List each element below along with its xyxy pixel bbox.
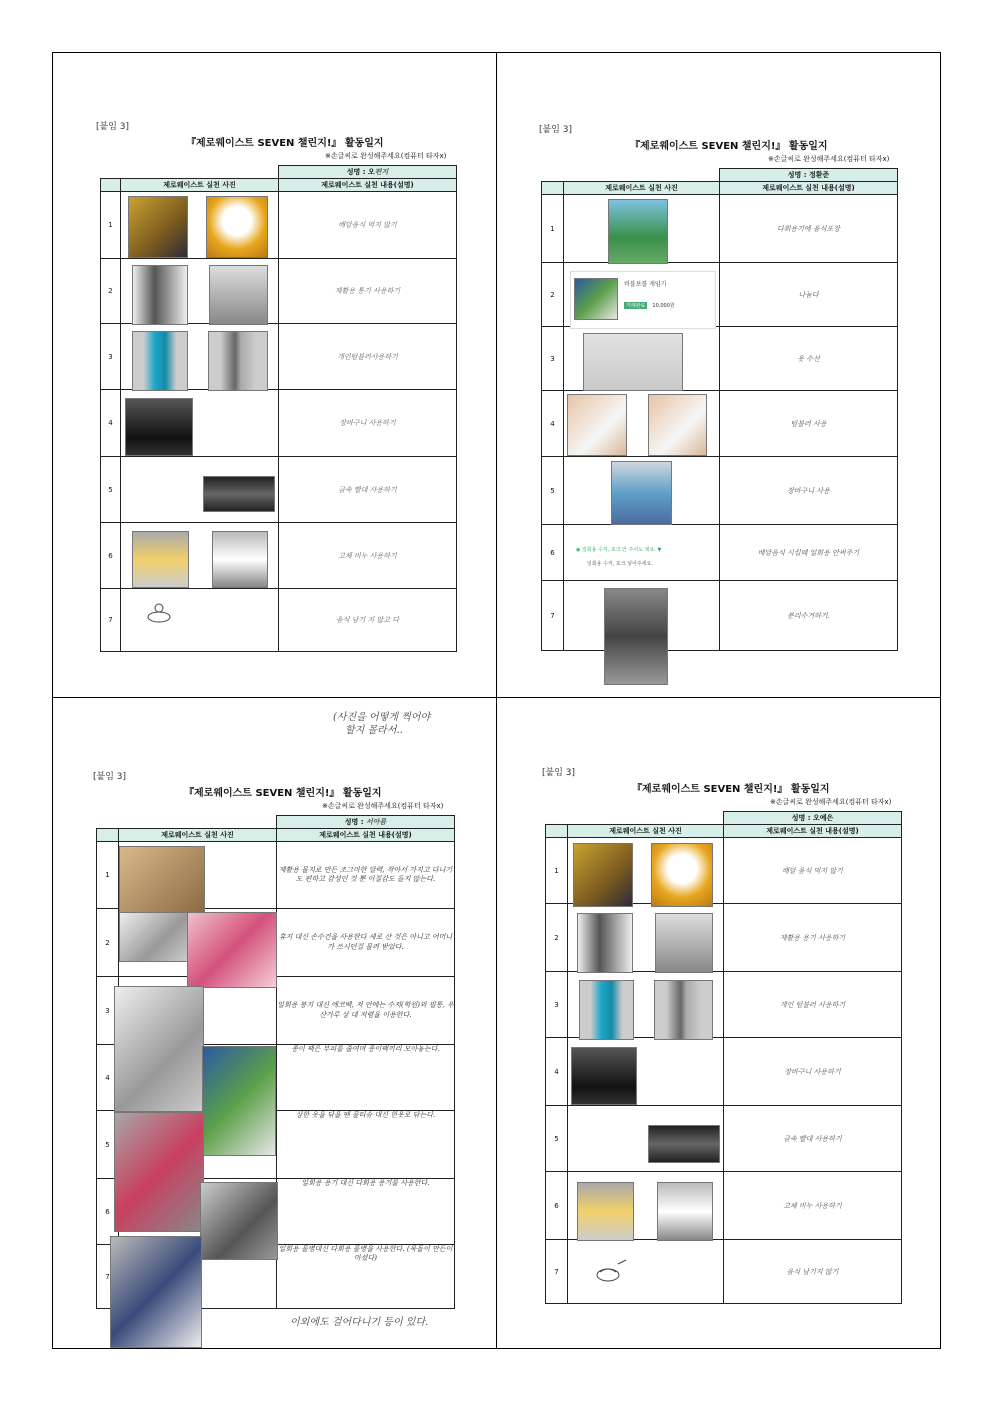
child-drinking-photo-1 [567, 394, 627, 456]
blue-tumbler-photo [132, 331, 188, 391]
steel-tumbler-photo [208, 331, 268, 391]
row-description: 배달 음식 먹지 않기 [724, 838, 902, 904]
row-number: 6 [101, 523, 121, 589]
steel-tumbler-photo [654, 980, 713, 1040]
row-number: 4 [97, 1045, 119, 1111]
row-description: 장바구니 사용하기 [724, 1038, 902, 1106]
dish-rack-photo [655, 913, 713, 973]
row-description: 개인텀블러사용하기 [279, 324, 457, 390]
row-description: 분리수거하기. [720, 581, 898, 651]
desc-column-header: 제로웨이스트 실천 내용(설명) [279, 179, 457, 192]
row-description: 고체 비누 사용하기 [724, 1172, 902, 1240]
name-scribble: 편지 [374, 167, 389, 176]
hand-photo [119, 912, 189, 962]
handwriting-note: ※손글씨로 완성해주세요(컴퓨터 타자x) [770, 798, 892, 806]
photo-column-header: 제로웨이스트 실천 사진 [568, 825, 724, 838]
row-number: 6 [546, 1172, 568, 1240]
rag-photo [114, 1112, 204, 1232]
shopping-bag-photo [125, 398, 193, 456]
name-label: 성명 : 오예은 [724, 812, 902, 825]
row-number: 1 [101, 192, 121, 259]
listing-title: 비블보블 게임기 [624, 281, 667, 288]
row-description: 일회용 봉지 대신 에코백, 저 안에는 수저(학원)와 필통, 우산가루 상 대 저렴을 이용한다. [277, 977, 455, 1045]
row-description: 재활용 용기 사용하기 [724, 904, 902, 972]
eco-bag-photo [114, 986, 204, 1112]
name-label: 성명 : 오 [346, 168, 375, 176]
row-number: 2 [546, 904, 568, 972]
top-scribble-1: (사진을 어떻게 찍어야 [333, 712, 431, 723]
row-number: 6 [542, 525, 564, 581]
row-description: 재활용 물지로 만든 조그마한 달력, 작아서 가지고 다니기도 편하고 감성인 것 뿐 이질감도 들지 않는다. [277, 842, 455, 909]
sheet-title: 『제로웨이스트 SEVEN 챌린지!』 활동일지 [186, 138, 384, 149]
row-number: 1 [97, 842, 119, 909]
row-number: 4 [546, 1038, 568, 1106]
sold-chip: 거래완료 [626, 303, 646, 309]
row-description: 금속 빨대 사용하기 [279, 457, 457, 523]
sheet-title: 『제로웨이스트 SEVEN 챌린지!』 활동일지 [632, 784, 830, 795]
metal-straw-photo [203, 476, 275, 512]
row-description: 재활용 통기 사용하기 [279, 259, 457, 324]
recycling-bin-photo [604, 588, 668, 685]
row-description: 장바구니 사용 [720, 457, 898, 525]
vertical-divider [496, 52, 497, 1349]
soap-bar-photo [212, 531, 268, 588]
row-number: 3 [542, 327, 564, 391]
row-description: 배달음식 시킬때 일회용 안써주기 [720, 525, 898, 581]
name-label: 성명 : 정환준 [720, 169, 898, 182]
handkerchief-photo [187, 912, 277, 988]
dish-rack-photo [209, 265, 268, 325]
row-description: 개인 텀블러 사용하기 [724, 972, 902, 1038]
request-option-alt: 일회용 수저, 포크 넣어주세요. [587, 561, 653, 567]
row-number: 7 [101, 589, 121, 652]
delivery-food-photo [573, 843, 633, 907]
desc-column-header: 제로웨이스트 실천 내용(설명) [277, 829, 455, 842]
row-description: 나눔다 [720, 263, 898, 327]
row-description: 휴지 대신 손수건을 사용한다 새로 산 것은 아니고 어머니가 쓰시던걸 물려 받았다. [277, 909, 455, 977]
row-number: 7 [542, 581, 564, 651]
shopping-bag-photo [571, 1047, 637, 1105]
desc-column-header: 제로웨이스트 실천 내용(설명) [724, 825, 902, 838]
container-photo [132, 265, 188, 325]
row-number: 6 [97, 1179, 119, 1245]
sheet-title: 『제로웨이스트 SEVEN 챌린지!』 활동일지 [184, 788, 382, 799]
rice-bowl-doodle [594, 1258, 630, 1286]
recycled-calendar-photo [119, 846, 205, 914]
metal-straw-photo [648, 1125, 720, 1163]
row-number: 5 [101, 457, 121, 523]
desc-column-header: 제로웨이스트 실천 내용(설명) [720, 182, 898, 195]
mended-clothes-photo [583, 333, 683, 391]
soap-bar-photo [657, 1182, 713, 1241]
milk-carton-photo [202, 1046, 276, 1156]
row-description: 옷 수선 [720, 327, 898, 391]
row-description: 일회용 물병대신 다회용 물병을 사용한다. (목돌이 만든이 마셨다) [277, 1245, 455, 1309]
reusable-container-photo [200, 1182, 278, 1260]
row-number: 1 [546, 838, 568, 904]
horizontal-divider [52, 697, 941, 698]
row-number: 5 [542, 457, 564, 525]
photo-column-header: 제로웨이스트 실천 사진 [119, 829, 277, 842]
name-label: 성명 : [344, 818, 366, 826]
selfie-bottle-photo [110, 1236, 202, 1348]
bottom-scribble: 이외에도 걸어다니기 등이 있다. [290, 1317, 429, 1328]
row-number: 2 [101, 259, 121, 324]
row-number: 2 [97, 909, 119, 977]
row-description: 상한 옷을 닦을 땐 물티슈 대신 헌옷로 닦는다. [277, 1111, 455, 1179]
soap-dish-photo [577, 1182, 634, 1241]
top-scribble-2: 할지 몰라서.. [345, 725, 403, 736]
rice-bowl-doodle [145, 601, 173, 625]
row-number: 7 [546, 1240, 568, 1304]
row-number: 7 [97, 1245, 119, 1309]
row-number: 4 [542, 391, 564, 457]
row-number: 5 [97, 1111, 119, 1179]
attachment-label: [붙임 3] [542, 768, 575, 778]
handwriting-note: ※손글씨로 완성해주세요(컴퓨터 타자x) [322, 802, 444, 810]
attachment-label: [붙임 3] [96, 122, 129, 132]
row-number: 3 [101, 324, 121, 390]
container-photo [577, 913, 633, 973]
row-description: 고체 비누 사용하기 [279, 523, 457, 589]
row-description: 배달음식 먹지 않기 [279, 192, 457, 259]
child-food-container-photo [608, 199, 668, 264]
row-description: 텀블러 사용 [720, 391, 898, 457]
listing-price: 10,000원 [652, 303, 675, 309]
row-number: 3 [546, 972, 568, 1038]
soap-dish-photo [132, 531, 189, 588]
sheet-title: 『제로웨이스트 SEVEN 챌린지!』 활동일지 [630, 141, 828, 152]
row-description: 종이 팩은 부피를 줄여며 종이팩끼리 모아놓는다. [277, 1045, 455, 1111]
child-shopping-bag-photo [611, 461, 672, 525]
name-scribble: 서아름 [365, 817, 387, 826]
row-number: 4 [101, 390, 121, 457]
row-number: 2 [542, 263, 564, 327]
secondhand-listing [570, 271, 716, 329]
row-number: 3 [97, 977, 119, 1045]
row-description: 음식 남기 지 않고 다 [279, 589, 457, 652]
child-drinking-photo-2 [648, 394, 707, 456]
request-option-checked: ◉ 일회용 수저, 포크 안 주셔도 돼요. ▼ [576, 547, 662, 553]
photo-column-header: 제로웨이스트 실천 사진 [121, 179, 279, 192]
dessert-photo [651, 843, 713, 907]
row-number: 1 [542, 195, 564, 263]
blue-tumbler-photo [579, 980, 634, 1040]
photo-column-header: 제로웨이스트 실천 사진 [564, 182, 720, 195]
handwriting-note: ※손글씨로 완성해주세요(컴퓨터 타자x) [325, 152, 447, 160]
row-description: 금속 빨대 사용하기 [724, 1106, 902, 1172]
game-console-photo [574, 278, 618, 320]
row-description: 다회용기에 음식포장 [720, 195, 898, 263]
attachment-label: [붙임 3] [93, 772, 126, 782]
row-description: 장바구니 사용하기 [279, 390, 457, 457]
handwriting-note: ※손글씨로 완성해주세요(컴퓨터 타자x) [768, 155, 890, 163]
row-description: 음식 남기지 않기 [724, 1240, 902, 1304]
dessert-photo [206, 196, 268, 258]
delivery-food-photo [128, 196, 188, 258]
attachment-label: [붙임 3] [539, 125, 572, 135]
row-number: 5 [546, 1106, 568, 1172]
row-description: 일회용 용기 대신 다회용 용기를 사용한다. [277, 1179, 455, 1245]
